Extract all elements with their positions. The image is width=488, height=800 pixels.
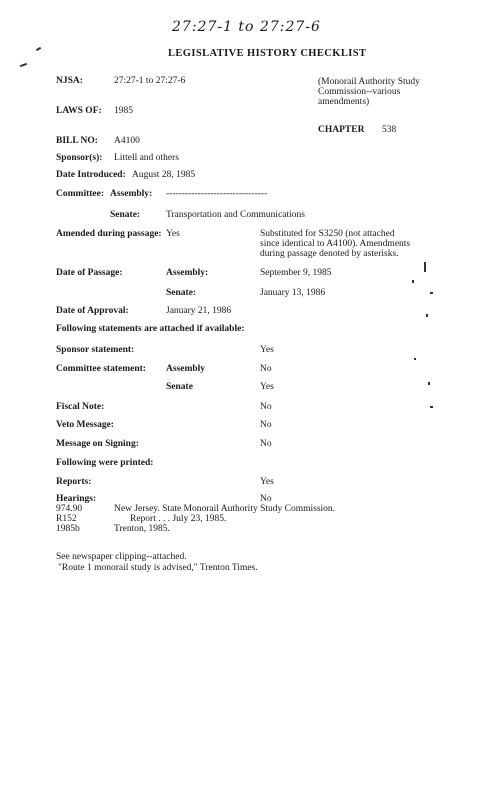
committee-statement-senate-value: Yes: [260, 382, 274, 392]
scan-mark: [414, 358, 416, 360]
citation-line-3: Trenton, 1985.: [114, 524, 170, 534]
amended-value: Yes: [166, 229, 180, 239]
amended-label: Amended during passage:: [56, 229, 162, 239]
clipping-line-2: "Route 1 monorail study is advised," Trenton Times.: [58, 563, 258, 573]
amended-note-line-2: since identical to A4100). Amendments: [260, 239, 411, 249]
scan-mark: [426, 314, 428, 317]
committee-statement-label: Committee statement:: [56, 364, 146, 374]
committee-statement-senate-label: Senate: [166, 382, 193, 392]
reports-label: Reports:: [56, 477, 92, 487]
approval-value: January 21, 1986: [166, 306, 232, 316]
committee-statement-assembly-value: No: [260, 364, 272, 374]
njsa-value: 27:27-1 to 27:27-6: [114, 76, 186, 86]
laws-of-value: 1985: [114, 106, 133, 116]
passage-senate-label: Senate:: [166, 288, 197, 298]
scan-mark: [430, 292, 433, 294]
scan-mark: [36, 47, 41, 51]
committee-assembly-label: Assembly:: [110, 189, 153, 199]
passage-label: Date of Passage:: [56, 268, 123, 278]
citation-line-2: Report . . . July 23, 1985.: [130, 514, 227, 524]
committee-statement-assembly-label: Assembly: [166, 364, 206, 374]
hearings-value: No: [260, 494, 272, 504]
handwritten-note: 27:27-1 to 27:27-6: [172, 19, 321, 35]
fiscal-note-label: Fiscal Note:: [56, 402, 105, 412]
veto-message-value: No: [260, 420, 272, 430]
date-introduced-label: Date Introduced:: [56, 170, 126, 180]
njsa-note-line-1: (Monorail Authority Study: [318, 77, 420, 87]
amended-note-line-3: during passage denoted by asterisks.: [260, 249, 399, 259]
bill-no-value: A4100: [114, 136, 140, 146]
njsa-label: NJSA:: [56, 76, 83, 86]
sponsor-statement-label: Sponsor statement:: [56, 345, 135, 355]
committee-senate-label: Senate:: [110, 210, 141, 220]
veto-message-label: Veto Message:: [56, 420, 114, 430]
sponsors-label: Sponsor(s):: [56, 153, 103, 163]
passage-assembly-value: September 9, 1985: [260, 268, 332, 278]
laws-of-label: LAWS OF:: [56, 106, 102, 116]
call-number-line-1: 974.90: [56, 504, 83, 514]
following-printed-heading: Following were printed:: [56, 458, 154, 468]
call-number-line-2: R152: [56, 514, 77, 524]
chapter-label: CHAPTER: [318, 125, 365, 135]
call-number-line-3: 1985b: [56, 524, 80, 534]
njsa-note-line-2: Commission--various: [318, 87, 401, 97]
hearings-label: Hearings:: [56, 494, 97, 504]
message-on-signing-label: Message on Signing:: [56, 439, 139, 449]
scan-mark: [20, 63, 27, 67]
scan-mark: [412, 280, 414, 283]
date-introduced-value: August 28, 1985: [132, 170, 196, 180]
committee-label: Committee:: [56, 189, 105, 199]
clipping-line-1: See newspaper clipping--attached.: [56, 552, 187, 562]
scan-mark: [424, 262, 426, 272]
scan-mark: [428, 382, 430, 385]
fiscal-note-value: No: [260, 402, 272, 412]
reports-value: Yes: [260, 477, 274, 487]
committee-senate-value: Transportation and Communications: [166, 210, 305, 220]
following-attached-heading: Following statements are attached if available:: [56, 324, 245, 334]
amended-note-line-1: Substituted for S3250 (not attached: [260, 229, 395, 239]
committee-assembly-value: --------------------------------: [166, 189, 268, 199]
sponsor-statement-value: Yes: [260, 345, 274, 355]
sponsors-value: Littell and others: [114, 153, 179, 163]
passage-senate-value: January 13, 1986: [260, 288, 326, 298]
chapter-value: 538: [382, 125, 397, 135]
bill-no-label: BILL NO:: [56, 136, 98, 146]
passage-assembly-label: Assembly:: [166, 268, 209, 278]
message-on-signing-value: No: [260, 439, 272, 449]
scan-mark: [430, 406, 433, 408]
page-title: LEGISLATIVE HISTORY CHECKLIST: [168, 48, 367, 59]
approval-label: Date of Approval:: [56, 306, 129, 316]
citation-line-1: New Jersey. State Monorail Authority Study Commission.: [114, 504, 336, 514]
njsa-note-line-3: amendments): [318, 97, 370, 107]
